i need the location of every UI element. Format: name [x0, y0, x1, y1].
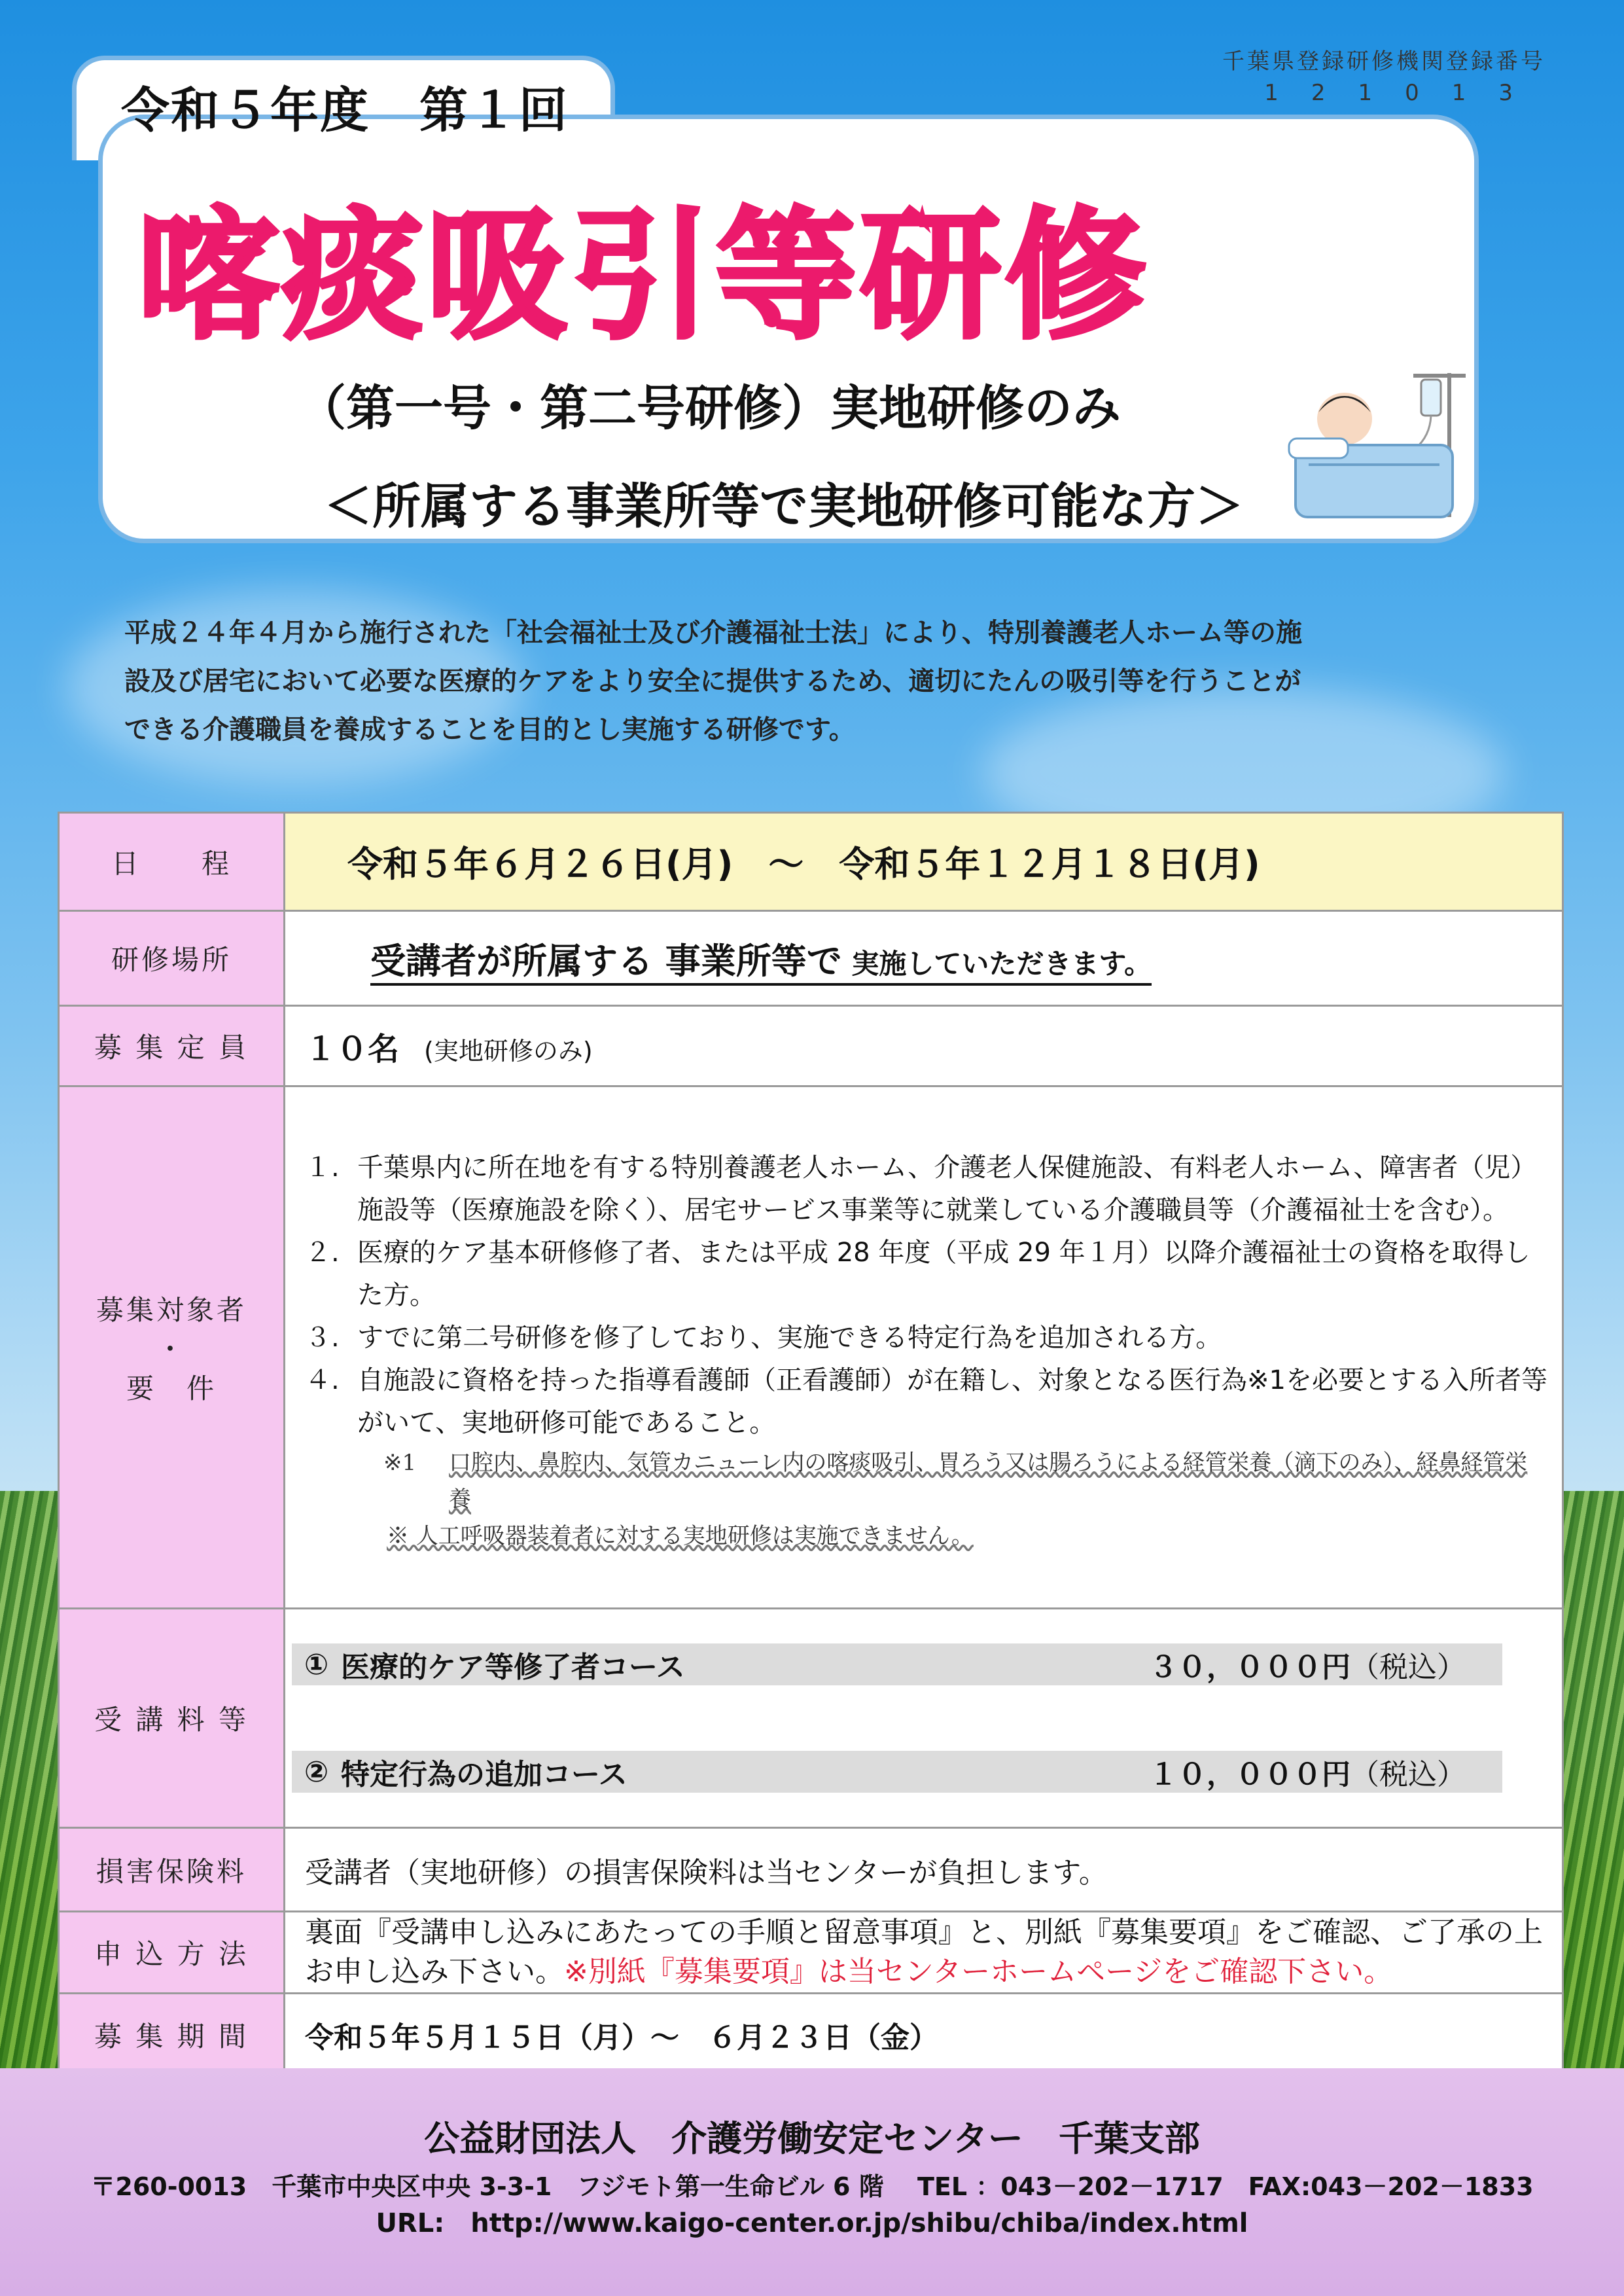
- period-row: [59, 1994, 1563, 2077]
- item-text: 自施設に資格を持った指導看護師（正看護師）が在籍し、対象となる医行為※1を必要とする入所者等がいて、実地研修可能であること。: [357, 1365, 1547, 1438]
- registration-info: [1222, 46, 1545, 109]
- apply-value: [285, 1912, 1563, 1994]
- registration-label: 千葉県登録研修機関登録番号: [1222, 48, 1545, 75]
- course-tax: （税込）: [1350, 1758, 1466, 1791]
- fee-course-2: [292, 1751, 1502, 1793]
- item-number: ２.: [305, 1238, 340, 1268]
- course-price-group: [1149, 1643, 1502, 1685]
- footnote-1: [383, 1444, 1548, 1518]
- subtitle: （第一号・第二号研修）実地研修のみ: [298, 380, 1121, 437]
- fees-label: 受 講 料 等: [59, 1609, 285, 1828]
- capacity-number: １０名: [305, 1030, 400, 1067]
- info-table: [58, 812, 1564, 2077]
- course-tax: （税込）: [1350, 1651, 1466, 1684]
- capacity-value: [285, 1006, 1563, 1086]
- fees-row: [59, 1609, 1563, 1828]
- apply-label: 申 込 方 法: [59, 1912, 285, 1994]
- course-name: 医療的ケア等修了者コース: [341, 1651, 685, 1684]
- place-underlined: [370, 940, 1152, 986]
- schedule-row: [59, 813, 1563, 911]
- fees-value: [285, 1609, 1563, 1828]
- requirements-label-line: 要 件: [126, 1372, 217, 1405]
- requirements-label-line: 募集対象者: [96, 1293, 247, 1326]
- requirements-list: [305, 1121, 1561, 1574]
- period-value: 令和５年５月１５日（月）～ ６月２３日（金）: [285, 1994, 1563, 2077]
- requirements-value: [285, 1086, 1563, 1609]
- target-subtitle: ＜所属する事業所等で実地研修可能な方＞: [324, 478, 1244, 535]
- requirements-label-line: ・: [156, 1333, 186, 1365]
- item-number: １.: [305, 1153, 340, 1183]
- patient-in-bed-icon: [1282, 367, 1472, 524]
- place-row: [59, 911, 1563, 1006]
- item-text: 千葉県内に所在地を有する特別養護老人ホーム、介護老人保健施設、有料老人ホーム、障害者（児）施設等（医療施設を除く）、居宅サービス事業等に就業している介護職員等（介護福祉士を含む）。: [357, 1153, 1537, 1225]
- place-value: [285, 911, 1563, 1006]
- list-item: [305, 1317, 1548, 1359]
- course-number: ①: [304, 1647, 329, 1681]
- intro-line: 平成２４年４月から施行された「社会福祉士及び介護福祉士法」により、特別養護老人ホーム等の施: [124, 618, 1302, 648]
- footnote-text: 口腔内、鼻腔内、気管カニューレ内の喀痰吸引、胃ろう又は腸ろうによる経管栄養（滴下のみ）、経鼻経管栄養: [449, 1450, 1528, 1513]
- item-number: ４.: [305, 1365, 340, 1395]
- capacity-row: [59, 1006, 1563, 1086]
- list-item: [305, 1359, 1548, 1444]
- period-label: 募 集 期 間: [59, 1994, 285, 2077]
- list-item: [305, 1147, 1548, 1232]
- place-small-text: 実施していただきます。: [841, 947, 1152, 980]
- course-price: １０，０００円: [1149, 1758, 1350, 1791]
- requirements-row: [59, 1086, 1563, 1609]
- item-text: 医療的ケア基本研修修了者、または平成 28 年度（平成 29 年１月）以降介護福祉士の資格を取得した方。: [357, 1238, 1530, 1310]
- intro-line: 設及び居宅において必要な医療的ケアをより安全に提供するため、適切にたんの吸引等を行うことが: [124, 666, 1301, 696]
- year-session-label: 令和５年度 第１回: [121, 82, 569, 139]
- capacity-label: 募 集 定 員: [59, 1006, 285, 1086]
- intro-paragraph: [124, 609, 1518, 754]
- organization-name: 公益財団法人 介護労働安定センター 千葉支部: [424, 2118, 1200, 2159]
- requirements-label: [59, 1086, 285, 1609]
- organization-address: 〒260-0013 千葉市中央区中央 3-3-1 フジモト第一生命ビル 6 階 TEL ：043－202－1717 FAX:043－202－1833: [90, 2172, 1534, 2201]
- footnote-2: ※ 人工呼吸器装着者に対する実地研修は実施できません。: [387, 1523, 974, 1549]
- schedule-label: 日 程: [59, 813, 285, 911]
- fee-course-1: [292, 1643, 1502, 1685]
- insurance-label: 損害保険料: [59, 1828, 285, 1912]
- course-price: ３０，０００円: [1149, 1651, 1350, 1684]
- item-text: すでに第二号研修を修了しており、実施できる特定行為を追加される方。: [357, 1323, 1222, 1353]
- course-price-group: [1149, 1751, 1502, 1793]
- apply-text: 裏面『受講申し込みにあたっての手順と留意事項』と、別紙『募集要項』をご確認、ご了承の上お申し込み下さい。: [305, 1916, 1543, 1988]
- registration-number: 121013: [1264, 80, 1545, 106]
- item-number: ３.: [305, 1323, 340, 1353]
- capacity-note: (実地研修のみ): [399, 1036, 593, 1066]
- intro-line: できる介護職員を養成することを目的とし実施する研修です。: [124, 715, 855, 745]
- schedule-value: 令和５年６月２６日(月) ～ 令和５年１２月１８日(月): [285, 813, 1563, 911]
- place-main-text: 受講者が所属する 事業所等で: [370, 940, 842, 982]
- organization-url[interactable]: URL: http://www.kaigo-center.or.jp/shibu/chiba/index.html: [376, 2208, 1248, 2238]
- apply-note-red: ※別紙『募集要項』は当センターホームページをご確認下さい。: [564, 1955, 1393, 1988]
- course-number: ②: [304, 1755, 329, 1789]
- place-label: 研修場所: [59, 911, 285, 1006]
- footnote-mark: ※1: [383, 1450, 417, 1476]
- course-name: 特定行為の追加コース: [341, 1758, 627, 1791]
- main-title: 喀痰吸引等研修: [137, 194, 1150, 358]
- insurance-value: 受講者（実地研修）の損害保険料は当センターが負担します。: [285, 1828, 1563, 1912]
- insurance-row: [59, 1828, 1563, 1912]
- apply-row: [59, 1912, 1563, 1994]
- list-item: [305, 1232, 1548, 1317]
